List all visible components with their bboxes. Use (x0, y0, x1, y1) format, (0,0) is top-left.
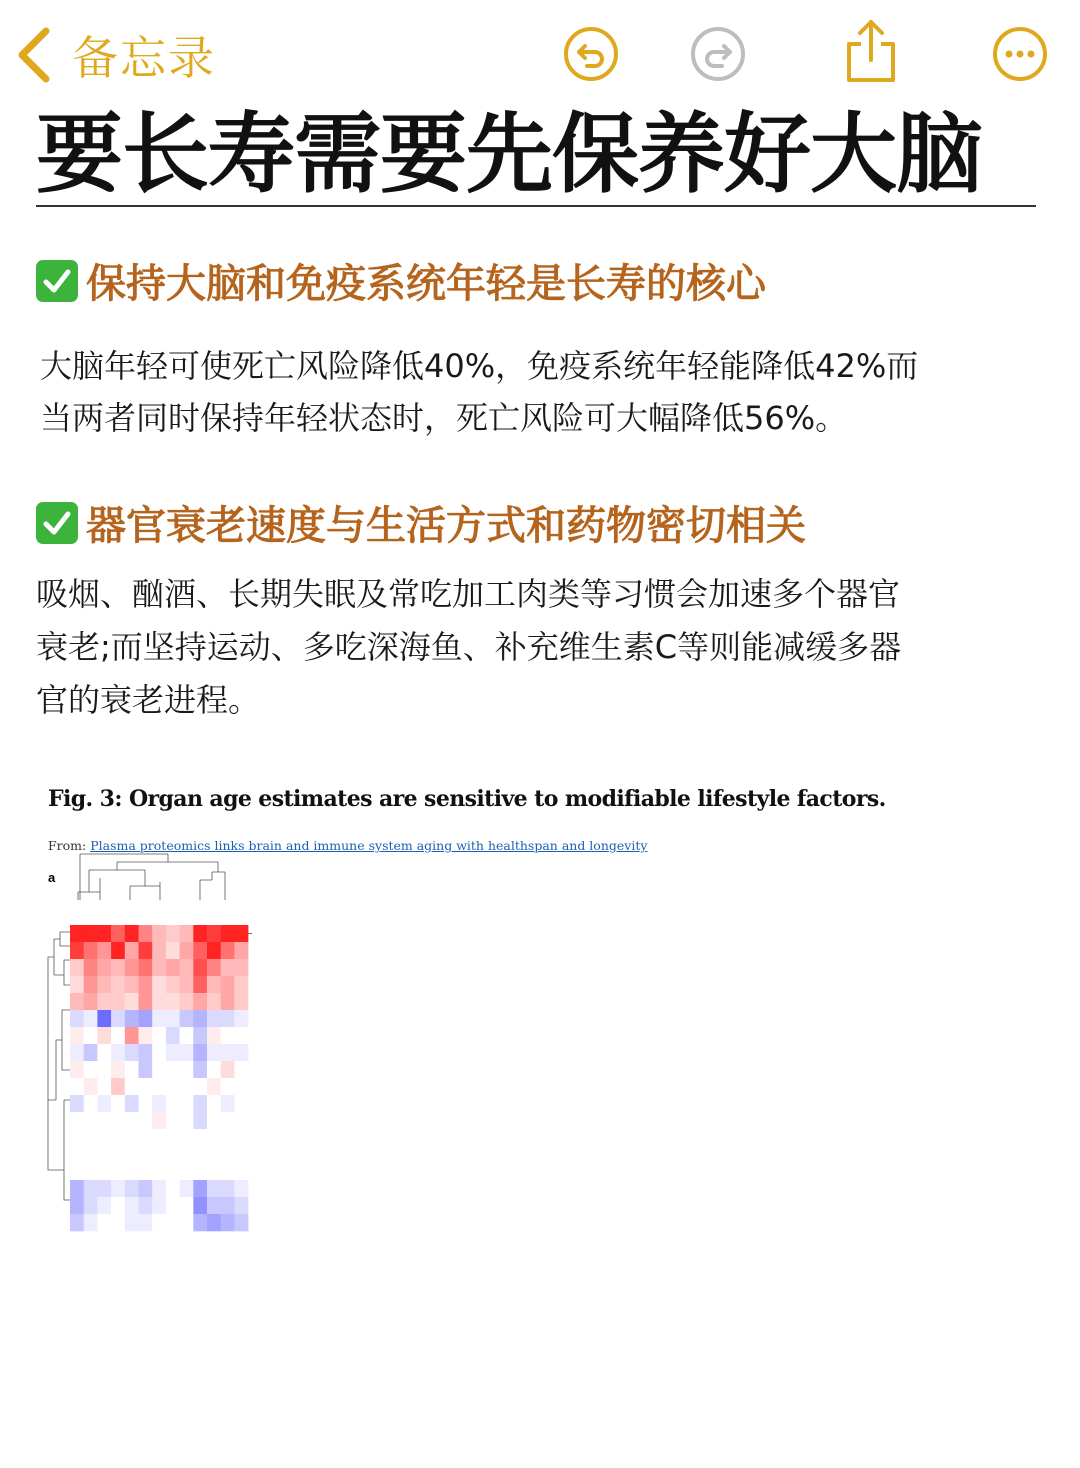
heatmap-cell-a (111, 1146, 125, 1163)
heatmap-cell-a (139, 1044, 153, 1061)
heatmap-cell-a (180, 1163, 194, 1180)
heatmap-cell-a (70, 1095, 84, 1112)
heatmap-cell-a (70, 1180, 84, 1197)
heatmap-cell-a (166, 1146, 180, 1163)
heatmap-cell-a (152, 1129, 166, 1146)
heatmap-cell-a (234, 1146, 248, 1163)
heatmap-cell-a (166, 1027, 180, 1044)
section2-line: 官的衰老进程。 (36, 681, 261, 719)
heatmap-cell-a (97, 1214, 111, 1231)
heatmap-cell-a (97, 925, 111, 942)
heatmap-cell-a (234, 976, 248, 993)
heatmap-cell-a (139, 1180, 153, 1197)
heatmap-cell-a (166, 1095, 180, 1112)
heatmap-cell-a (97, 1180, 111, 1197)
heatmap-cell-a (84, 1129, 98, 1146)
heatmap-cell-a (97, 1163, 111, 1180)
heatmap-cell-a (97, 1197, 111, 1214)
heatmap-cell-a (152, 942, 166, 959)
heatmap-cell-a (234, 1197, 248, 1214)
heatmap-cell-a (125, 1027, 139, 1044)
heatmap-cell-a (84, 1163, 98, 1180)
heatmap-cell-a (180, 1197, 194, 1214)
heatmap-cell-a (111, 1197, 125, 1214)
heatmap-cell-a (180, 1146, 194, 1163)
heatmap-cell-a (97, 1061, 111, 1078)
heatmap-cell-a (152, 1095, 166, 1112)
heatmap-cell-a (234, 993, 248, 1010)
figure-image (0, 770, 1080, 1410)
heatmap-cell-a (125, 1180, 139, 1197)
heatmap-cell-a (180, 1010, 194, 1027)
heatmap-cell-a (221, 1010, 235, 1027)
heatmap-cell-a (70, 993, 84, 1010)
heatmap-cell-a (180, 1044, 194, 1061)
heatmap-cell-a (84, 959, 98, 976)
heatmap-cell-a (70, 1214, 84, 1231)
heatmap-cell-a (234, 925, 248, 942)
heatmap-cell-a (193, 942, 207, 959)
heatmap-cell-a (97, 993, 111, 1010)
section2-line: 吸烟、酗酒、长期失眠及常吃加工肉类等习惯会加速多个器官 (36, 575, 901, 613)
heatmap-cell-a (234, 1163, 248, 1180)
heatmap-cell-a (139, 1146, 153, 1163)
heatmap-cell-a (139, 1095, 153, 1112)
heatmap-cell-a (139, 925, 153, 942)
heatmap-cell-a (234, 1061, 248, 1078)
heatmap-cell-a (166, 1044, 180, 1061)
heatmap-cell-a (234, 1112, 248, 1129)
heatmap-cell-a (234, 959, 248, 976)
heatmap-cell-a (111, 1078, 125, 1095)
heatmap-cell-a (97, 942, 111, 959)
heatmap-cell-a (221, 1129, 235, 1146)
heatmap-cell-a (125, 993, 139, 1010)
heatmap-cell-a (70, 1163, 84, 1180)
heatmap-cell-a (180, 1027, 194, 1044)
heatmap-cell-a (111, 976, 125, 993)
heatmap-cell-a (166, 993, 180, 1010)
heatmap-cell-a (207, 942, 221, 959)
heatmap-cell-a (180, 993, 194, 1010)
heatmap-cell-a (221, 1163, 235, 1180)
heatmap-cell-a (180, 942, 194, 959)
heatmap-cell-a (125, 1044, 139, 1061)
heatmap-cell-a (111, 1112, 125, 1129)
heatmap-cell-a (70, 1129, 84, 1146)
heatmap-cell-a (84, 925, 98, 942)
heatmap-cell-a (70, 1146, 84, 1163)
heatmap-cell-a (207, 1061, 221, 1078)
heatmap-cell-a (193, 1044, 207, 1061)
heatmap-cell-a (139, 976, 153, 993)
check-mark-icon (36, 260, 78, 302)
heatmap-cell-a (139, 1061, 153, 1078)
heatmap-cell-a (180, 1061, 194, 1078)
section2-heading (36, 494, 806, 551)
heatmap-cell-a (193, 1078, 207, 1095)
heatmap-cell-a (84, 1061, 98, 1078)
heatmap-cell-a (180, 976, 194, 993)
heatmap-cell-a (84, 1078, 98, 1095)
undo-icon[interactable] (563, 26, 619, 82)
heatmap-cell-a (207, 1214, 221, 1231)
heatmap-cell-a (152, 1061, 166, 1078)
heatmap-cell-a (70, 1027, 84, 1044)
heatmap-cell-a (180, 959, 194, 976)
heatmap-cell-a (97, 959, 111, 976)
share-icon[interactable] (843, 18, 899, 84)
figure-from-label: From: (48, 838, 87, 853)
heatmap-cell-a (234, 1095, 248, 1112)
section1-paragraph (40, 340, 1040, 444)
heatmap-cell-a (152, 959, 166, 976)
heatmap-cell-a (70, 959, 84, 976)
heatmap-cell-a (193, 1214, 207, 1231)
heatmap-cell-a (221, 1027, 235, 1044)
heatmap-cell-a (193, 959, 207, 976)
heatmap-cell-a (125, 1078, 139, 1095)
heatmap-cell-a (84, 1197, 98, 1214)
nav-bar (0, 0, 1080, 110)
heatmap-cell-a (193, 1027, 207, 1044)
heatmap-cell-a (70, 925, 84, 942)
heatmap-cell-a (193, 1197, 207, 1214)
heatmap-cell-a (111, 1027, 125, 1044)
heatmap-cell-a (166, 1129, 180, 1146)
section1-heading (36, 252, 766, 309)
heatmap-cell-a (166, 942, 180, 959)
heatmap-cell-a (70, 1197, 84, 1214)
heatmap-cell-a (84, 993, 98, 1010)
heatmap-cell-a (221, 976, 235, 993)
heatmap-cell-a (111, 1044, 125, 1061)
heatmap-cell-a (193, 1163, 207, 1180)
section2-heading-text: 器官衰老速度与生活方式和药物密切相关 (86, 503, 806, 549)
heatmap-cell-a (139, 1129, 153, 1146)
heatmap-cell-a (84, 1180, 98, 1197)
heatmap-cell-a (111, 1180, 125, 1197)
heatmap-cell-a (221, 942, 235, 959)
heatmap-cell-a (193, 1180, 207, 1197)
heatmap-cell-a (221, 1112, 235, 1129)
figure-title: Fig. 3: Organ age estimates are sensitive to modifiable lifestyle factors. (48, 786, 886, 812)
heatmap-cell-a (97, 1146, 111, 1163)
heatmap-cell-a (207, 1027, 221, 1044)
heatmap-cell-a (166, 1061, 180, 1078)
heatmap-cell-a (166, 1112, 180, 1129)
heatmap-cell-a (152, 1180, 166, 1197)
heatmap-cell-a (111, 1129, 125, 1146)
heatmap-cell-a (125, 1214, 139, 1231)
heatmap-cell-a (111, 1010, 125, 1027)
heatmap-cell-a (166, 1078, 180, 1095)
heatmap-cell-a (84, 1027, 98, 1044)
heatmap-cell-a (207, 1078, 221, 1095)
heatmap-cell-a (221, 1214, 235, 1231)
heatmap-cell-a (180, 1095, 194, 1112)
heatmap-cell-a (193, 1061, 207, 1078)
heatmap-cell-a (152, 1010, 166, 1027)
section1-line: 当两者同时保持年轻状态时，死亡风险可大幅降低56%。 (40, 399, 848, 437)
heatmap-cell-a (97, 1027, 111, 1044)
heatmap-cell-a (111, 993, 125, 1010)
heatmap-cell-a (221, 959, 235, 976)
heatmap-cell-a (166, 925, 180, 942)
heatmap-cell-a (166, 976, 180, 993)
heatmap-cell-a (207, 959, 221, 976)
heatmap-cell-a (180, 1129, 194, 1146)
heatmap-cell-a (207, 1180, 221, 1197)
heatmap-cell-a (221, 1061, 235, 1078)
heatmap-cell-a (207, 1044, 221, 1061)
heatmap-cell-a (139, 1027, 153, 1044)
heatmap-cell-a (221, 1146, 235, 1163)
heatmap-cell-a (97, 1112, 111, 1129)
heatmap-cell-a (84, 1044, 98, 1061)
section2-paragraph (36, 568, 1036, 727)
heatmap-cell-a (152, 993, 166, 1010)
heatmap-cell-a (139, 1112, 153, 1129)
heatmap-cell-a (125, 959, 139, 976)
heatmap-cell-a (166, 1214, 180, 1231)
heatmap-cell-a (234, 1078, 248, 1095)
heatmap-cell-a (139, 1163, 153, 1180)
heatmap-cell-a (139, 1214, 153, 1231)
heatmap-cell-a (97, 1129, 111, 1146)
more-icon[interactable] (992, 26, 1048, 82)
heatmap-cell-a (221, 1180, 235, 1197)
heatmap-cell-a (166, 1010, 180, 1027)
heatmap-cell-a (152, 925, 166, 942)
heatmap-cell-a (234, 1214, 248, 1231)
figure-source-link[interactable]: Plasma proteomics links brain and immune system aging with healthspan and longevity (90, 838, 648, 853)
heatmap-cell-a (207, 1129, 221, 1146)
heatmap-cell-a (180, 1214, 194, 1231)
heatmap-cell-a (207, 976, 221, 993)
heatmap-cell-a (234, 1044, 248, 1061)
heatmap-cell-a (193, 1095, 207, 1112)
heatmap-cell-a (125, 1112, 139, 1129)
heatmap-cell-a (207, 1010, 221, 1027)
heatmap-cell-a (193, 1146, 207, 1163)
heatmap-cell-a (152, 1214, 166, 1231)
heatmap-cell-a (166, 959, 180, 976)
heatmap-cell-a (152, 1027, 166, 1044)
heatmap-cell-a (97, 976, 111, 993)
heatmap-cell-a (84, 1095, 98, 1112)
heatmap-cell-a (180, 1112, 194, 1129)
heatmap-cell-a (207, 1095, 221, 1112)
heatmap-cell-a (125, 1163, 139, 1180)
heatmap-cell-a (125, 1010, 139, 1027)
heatmap-cell-a (125, 1129, 139, 1146)
heatmap-cell-a (234, 1129, 248, 1146)
heatmap-cell-a (111, 959, 125, 976)
heatmap-cell-a (180, 925, 194, 942)
heatmap-cell-a (152, 1197, 166, 1214)
heatmap-cell-a (234, 1010, 248, 1027)
heatmap-cell-a (180, 1180, 194, 1197)
heatmap-cell-a (125, 1095, 139, 1112)
heatmap-cell-a (166, 1180, 180, 1197)
heatmap-cell-a (221, 1197, 235, 1214)
heatmap-cell-a (166, 1197, 180, 1214)
heatmap-cell-a (207, 925, 221, 942)
heatmap-cell-a (207, 1197, 221, 1214)
heatmap-cell-a (125, 942, 139, 959)
heatmap-cell-a (139, 942, 153, 959)
heatmap-cell-a (234, 1027, 248, 1044)
heatmap-cell-a (234, 1180, 248, 1197)
heatmap-cell-a (70, 1112, 84, 1129)
heatmap-cell-a (97, 1044, 111, 1061)
heatmap-cell-a (125, 976, 139, 993)
title-divider (36, 205, 1036, 207)
heatmap-cell-a (193, 1129, 207, 1146)
back-label: 备忘录 (72, 31, 216, 85)
heatmap-cell-a (207, 993, 221, 1010)
heatmap-cell-a (111, 1061, 125, 1078)
heatmap-cell-a (193, 976, 207, 993)
dendrogram-left-a (48, 932, 70, 1200)
heatmap-cell-a (152, 976, 166, 993)
heatmap-cell-a (70, 1061, 84, 1078)
heatmap-cell-a (70, 1078, 84, 1095)
heatmap-cell-a (70, 942, 84, 959)
heatmap-cell-a (84, 976, 98, 993)
heatmap-cell-a (221, 1095, 235, 1112)
heatmap-cell-a (139, 1010, 153, 1027)
heatmap-cell-a (193, 993, 207, 1010)
dendrogram-top-a (78, 854, 225, 900)
heatmap-cell-a (207, 1163, 221, 1180)
heatmap-cell-a (70, 1044, 84, 1061)
heatmap-cell-a (180, 1078, 194, 1095)
heatmap-cell-a (125, 925, 139, 942)
heatmap-cell-a (84, 1214, 98, 1231)
heatmap-cell-a (152, 1146, 166, 1163)
heatmap-cell-a (139, 959, 153, 976)
heatmap-cell-a (152, 1112, 166, 1129)
heatmap-cell-a (207, 1112, 221, 1129)
section2-line: 衰老;而坚持运动、多吃深海鱼、补充维生素C等则能减缓多器 (36, 628, 902, 666)
heatmap-cell-a (125, 1061, 139, 1078)
heatmap-cell-a (84, 1112, 98, 1129)
heatmap-cell-a (111, 1163, 125, 1180)
heatmap-cell-a (111, 942, 125, 959)
heatmap-cell-a (221, 1044, 235, 1061)
heatmap-cell-a (97, 1078, 111, 1095)
figure-charts (0, 770, 1080, 1410)
heatmap-cell-a (70, 976, 84, 993)
note-title: 要长寿需要先保养好大脑 (36, 103, 982, 205)
heatmap-cell-a (221, 925, 235, 942)
heatmap-cell-a (111, 925, 125, 942)
check-mark-icon (36, 502, 78, 544)
heatmap-cell-a (84, 1010, 98, 1027)
heatmap-cell-a (139, 993, 153, 1010)
heatmap-cell-a (111, 1095, 125, 1112)
back-button[interactable] (14, 22, 216, 88)
chevron-left-icon (14, 25, 54, 85)
heatmap-cell-a (84, 1146, 98, 1163)
heatmap-cell-a (97, 1010, 111, 1027)
heatmap-cell-a (193, 1010, 207, 1027)
heatmap-cell-a (70, 1010, 84, 1027)
heatmap-cell-a (221, 993, 235, 1010)
heatmap-cell-a (193, 1112, 207, 1129)
section1-heading-text: 保持大脑和免疫系统年轻是长寿的核心 (86, 261, 766, 307)
heatmap-cell-a (152, 1163, 166, 1180)
heatmap-cell-a (125, 1146, 139, 1163)
section1-line: 大脑年轻可使死亡风险降低40%，免疫系统年轻能降低42%而 (40, 347, 919, 385)
panel-label-a: a (48, 870, 56, 885)
heatmap-cell-a (97, 1095, 111, 1112)
heatmap-cell-a (84, 942, 98, 959)
heatmap-cell-a (193, 925, 207, 942)
heatmap-cell-a (139, 1197, 153, 1214)
heatmap-cell-a (139, 1078, 153, 1095)
heatmap-cell-a (166, 1163, 180, 1180)
heatmap-cell-a (152, 1044, 166, 1061)
redo-icon[interactable] (690, 26, 746, 82)
heatmap-cell-a (221, 1078, 235, 1095)
heatmap-cell-a (152, 1078, 166, 1095)
heatmap-cell-a (111, 1214, 125, 1231)
heatmap-cell-a (234, 942, 248, 959)
heatmap-cell-a (125, 1197, 139, 1214)
heatmap-cell-a (207, 1146, 221, 1163)
